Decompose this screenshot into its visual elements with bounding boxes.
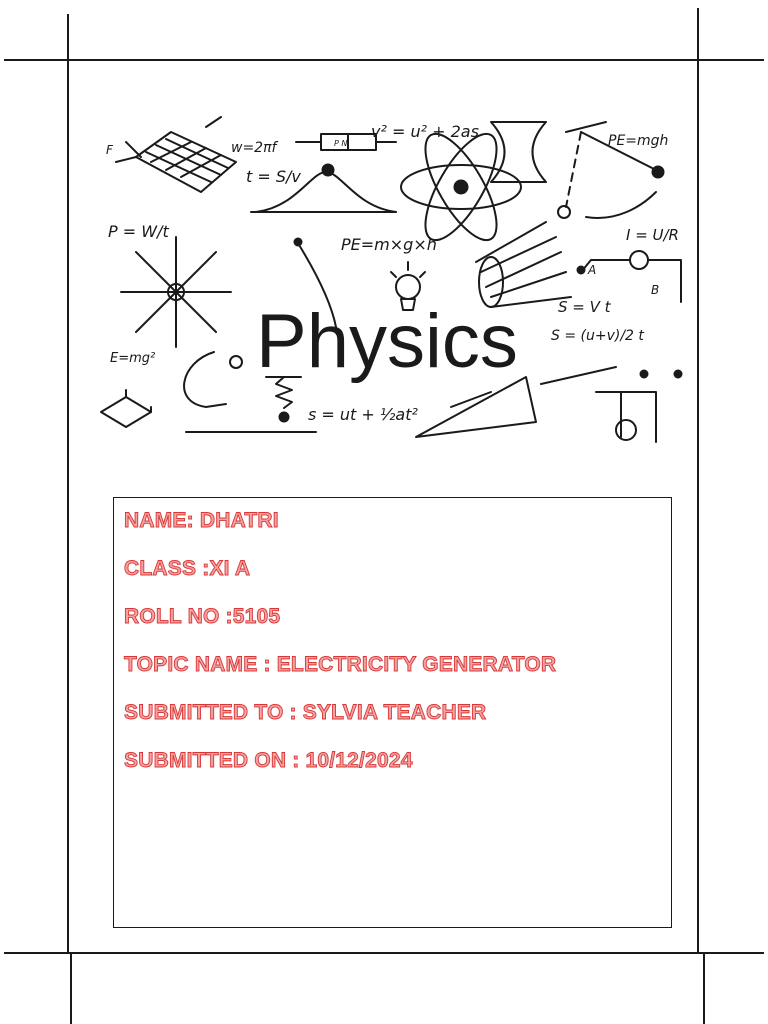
border-line-bottom	[4, 952, 764, 954]
formula-v2: v² = u² + 2as	[371, 122, 479, 141]
label-a: A	[588, 263, 597, 277]
light-rays-icon	[476, 222, 571, 307]
submitted-on: SUBMITTED ON : 10/12/2024	[124, 749, 413, 772]
formula-pe-mgh: PE=mgh	[608, 133, 669, 149]
pn-label: P N	[334, 139, 348, 148]
formula-w: w=2πf	[231, 140, 277, 156]
formula-s-avg: S = (u+v)/2 t	[551, 328, 644, 344]
hatched-block-icon	[106, 117, 236, 192]
magnet-icon	[184, 352, 242, 407]
roll-number: ROLL NO :5105	[124, 605, 281, 628]
student-name: NAME: DHATRI	[124, 509, 279, 532]
border-line-right	[697, 8, 699, 954]
formula-i: I = U/R	[626, 226, 679, 244]
formula-pe-mxgxh: PE=m×g×h	[341, 235, 437, 254]
border-line-left-lower	[70, 952, 72, 1024]
formula-t: t = S/v	[246, 167, 301, 186]
lens-icon	[491, 122, 546, 182]
border-line-right-lower	[703, 952, 705, 1024]
circuit-icon	[577, 251, 681, 302]
formula-s: S = V t	[558, 298, 611, 316]
submitted-to: SUBMITTED TO : SYLVIA TEACHER	[124, 701, 487, 724]
incline-triangle-icon	[416, 377, 536, 437]
border-line-left	[67, 14, 69, 954]
border-line-top	[4, 59, 764, 61]
formula-p: P = W/t	[108, 222, 169, 241]
cover-title: Physics	[256, 299, 518, 384]
label-b: B	[651, 283, 660, 297]
formula-e: E=mg²	[110, 351, 156, 366]
force-label: F	[106, 143, 113, 157]
physics-doodle-illustration	[96, 112, 692, 448]
field-lines-icon	[121, 237, 231, 347]
circuit-diagram-right-icon	[596, 370, 682, 442]
student-details-box	[113, 497, 672, 928]
topic-name: TOPIC NAME : ELECTRICITY GENERATOR	[124, 653, 557, 676]
student-class: CLASS :XI A	[124, 557, 251, 580]
formula-s-ut: s = ut + ½at²	[308, 405, 418, 424]
block-icon	[101, 390, 151, 427]
